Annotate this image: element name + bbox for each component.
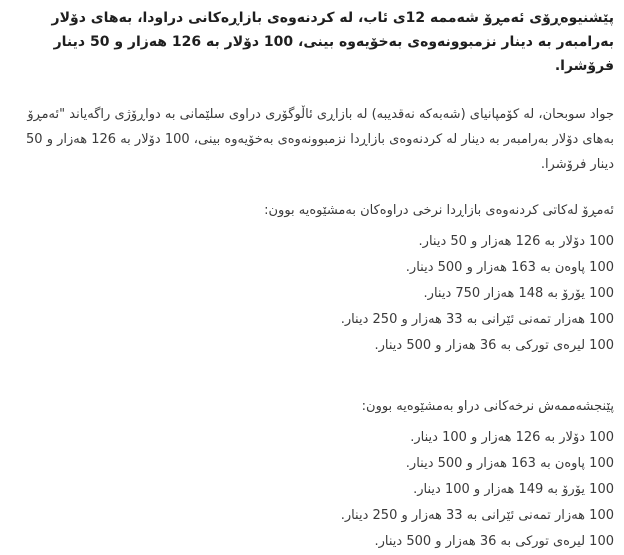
opening-rates-title: ئەمڕۆ لەکاتی کردنەوەی بازاڕدا نرخی دراوەکان بەمشێوەیە بوون: (264, 203, 614, 218)
thursday-rates-title: پێنجشەممەش نرخەکانی دراو بەمشێوەیە بوون: (361, 399, 614, 414)
lead-paragraph: پێشنیوەڕۆی ئەمڕۆ شەممە 12ی ئاب، لە کردنەوەی بازاڕەکانی دراودا، بەهای دۆلار بەرامبەر بە دینار نزمبوونەوەی بەخۆیەوە بینی، 100 دۆلار بە 126 هەزار و 50 دینار فرۆشرا. (51, 10, 614, 74)
rate-item-usd: 100 دۆلار بە 126 هەزار و 50 دینار. (418, 234, 614, 249)
quote-paragraph: جواد سوبحان، لە کۆمپانیای (شەبەکە نەقدیبە) لە بازاڕی ئاڵوگۆری دراوی سلێمانی بە دواڕۆژی راگەیاند "ئەمڕۆ بەهای دۆلار بەرامبەر بە دینار لە کردنەوەی بازاڕدا نزمبوونەوەی بەخۆیەوە بینی، 100 دۆلار بە 126 هەزار و 50 دینار فرۆشرا. (26, 107, 614, 172)
opening-rates-list (8, 229, 614, 359)
rate-item-gbp: 100 پاوەن بە 163 هەزار و 500 دینار. (405, 260, 614, 275)
rate-item-usd: 100 دۆلار بە 126 هەزار و 100 دینار. (410, 430, 614, 445)
rate-item-irr: 100 هەزار تمەنی ئێرانی بە 33 هەزار و 250 دینار. (340, 508, 614, 523)
thursday-rates-list (8, 425, 614, 555)
rate-item-eur: 100 یۆرۆ بە 148 هەزار 750 دینار. (423, 286, 614, 301)
rate-item-try: 100 لیرەی تورکی بە 36 هەزار و 500 دینار. (374, 534, 614, 549)
rate-item-irr: 100 هەزار تمەنی ئێرانی بە 33 هەزار و 250 دینار. (340, 312, 614, 327)
rate-item-eur: 100 یۆرۆ بە 149 هەزار و 100 دینار. (413, 482, 614, 497)
section-spacer (8, 359, 614, 373)
rate-item-gbp: 100 پاوەن بە 163 هەزار و 500 دینار. (405, 456, 614, 471)
rate-item-try: 100 لیرەی تورکی بە 36 هەزار و 500 دینار. (374, 338, 614, 353)
